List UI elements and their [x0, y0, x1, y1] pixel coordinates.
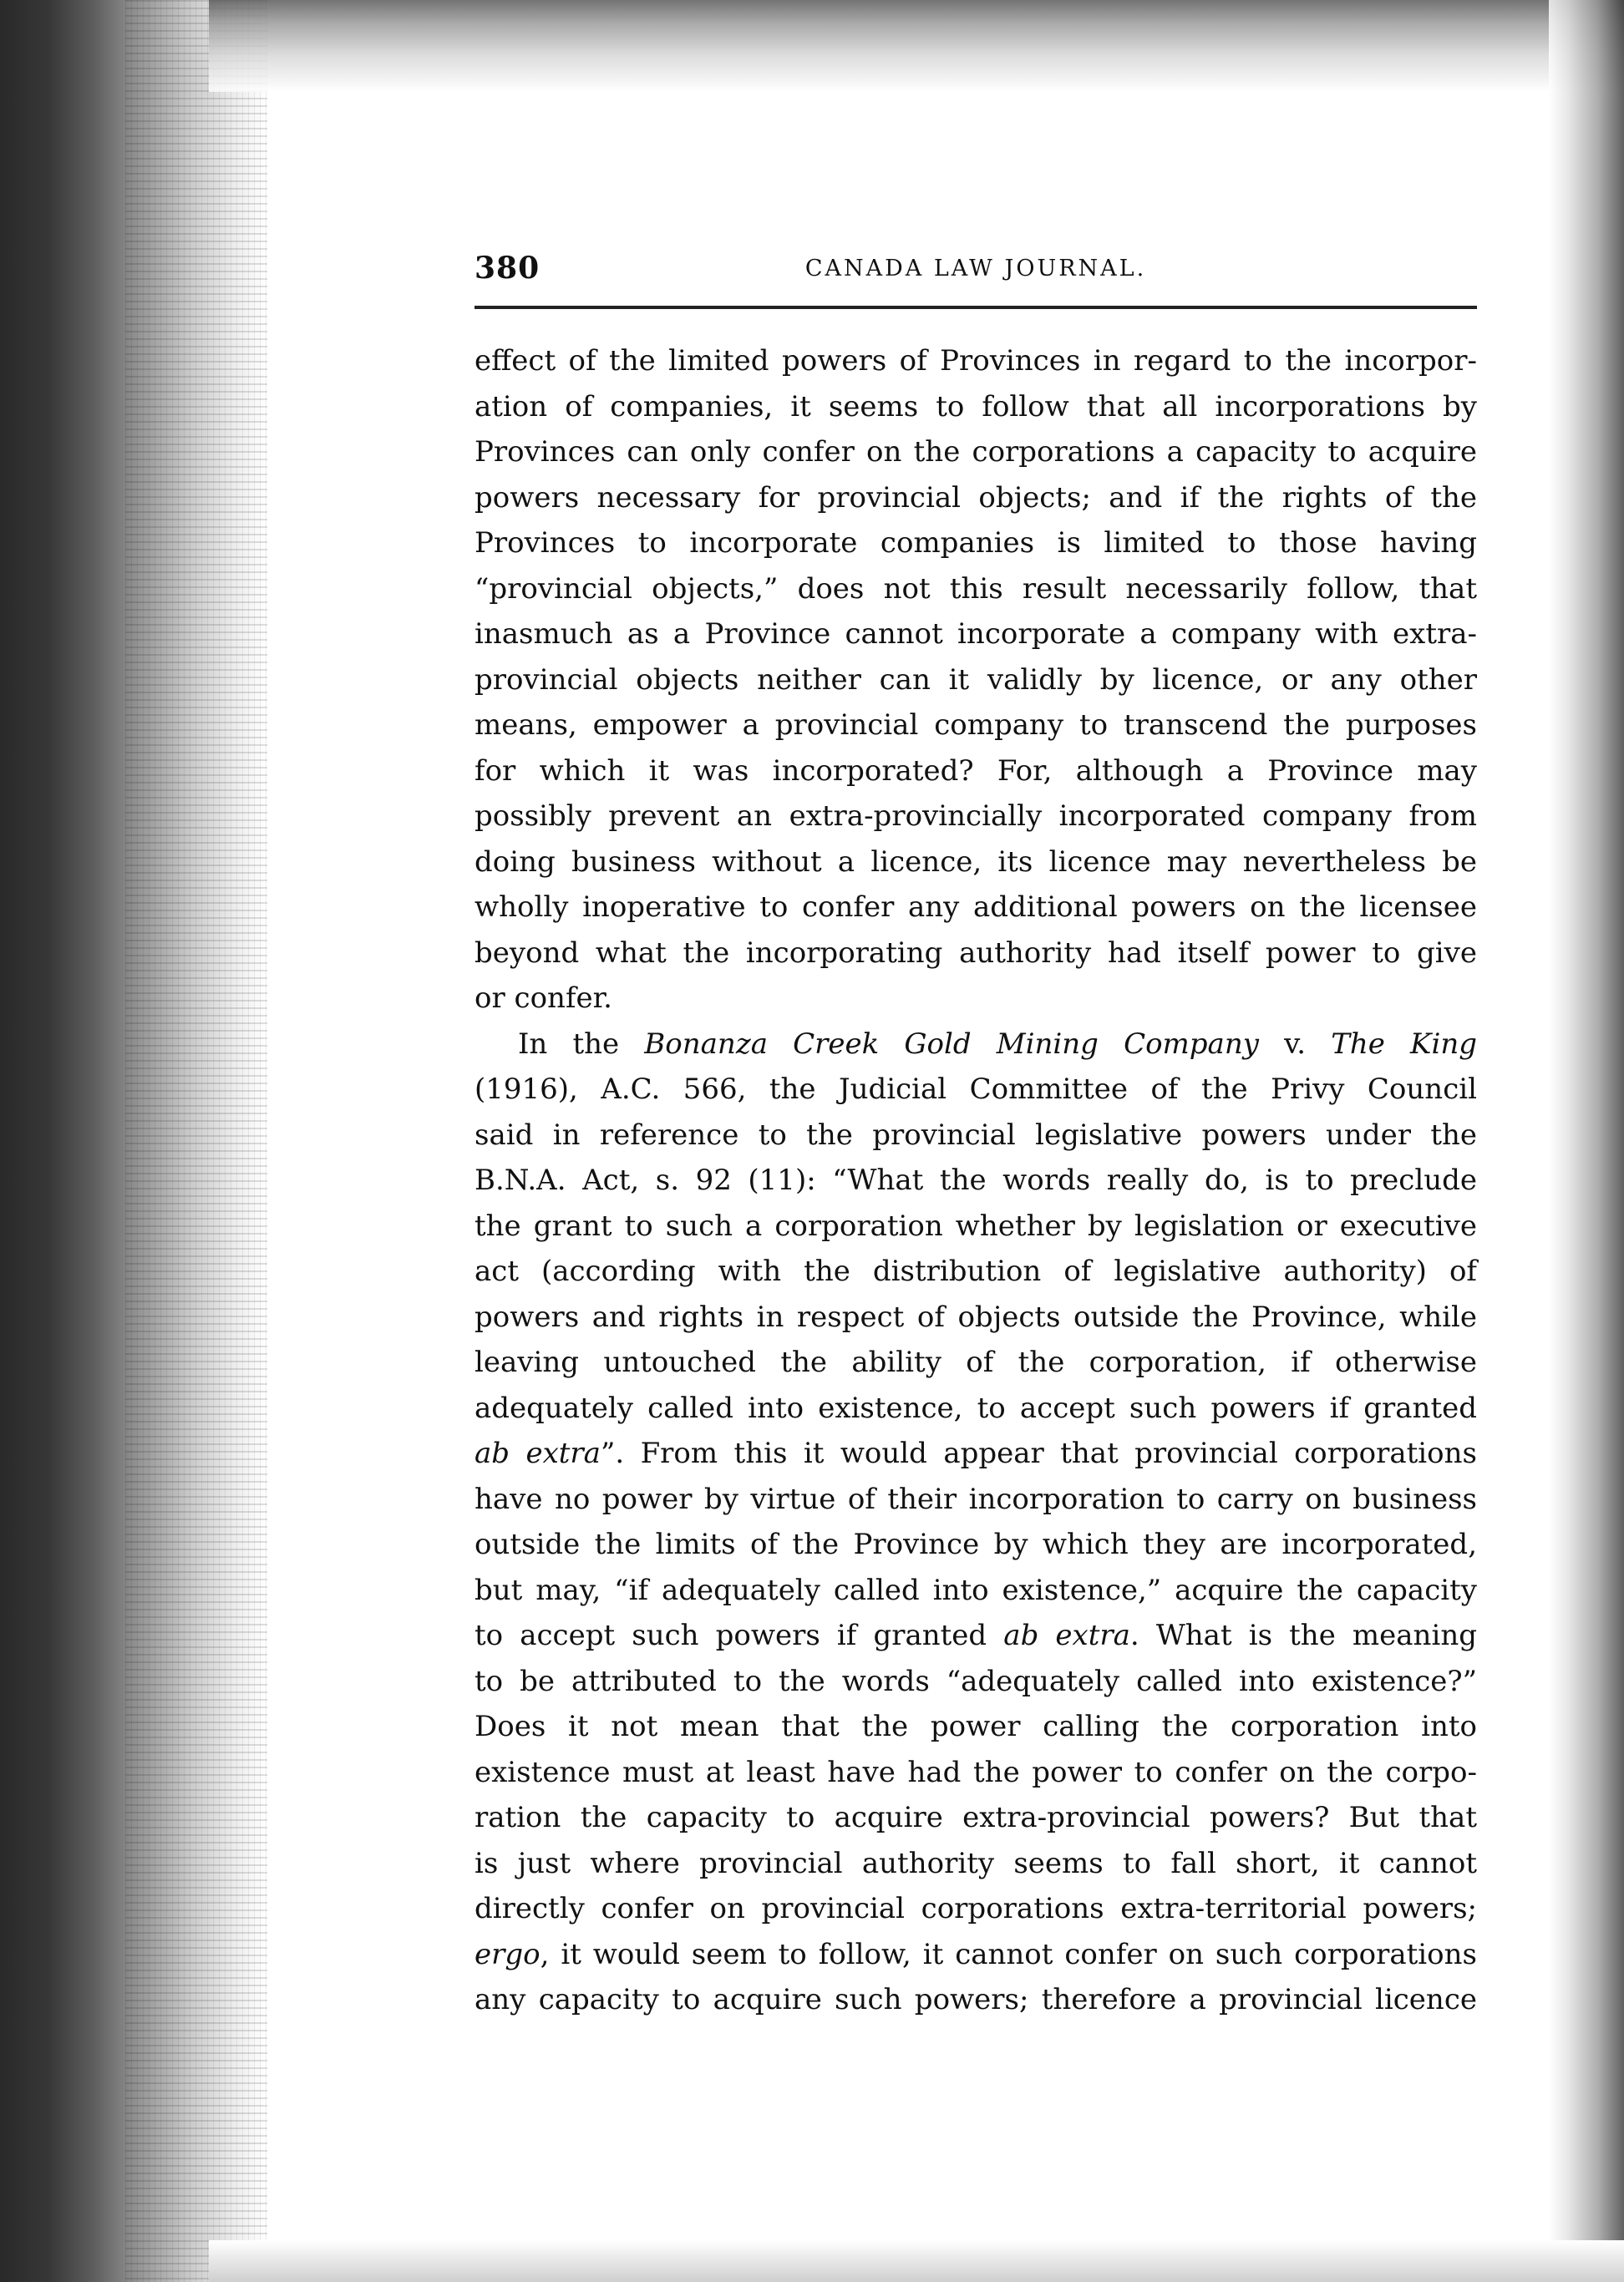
text-line: have no power by virtue of their incorporation to carry on business	[475, 1482, 1477, 1516]
text-line: said in reference to the provincial legislative powers under the	[475, 1118, 1477, 1152]
running-head: CANADA LAW JOURNAL.	[804, 256, 1147, 281]
text-line: leaving untouched the ability of the corporation, if otherwise	[475, 1346, 1477, 1379]
text-line: outside the limits of the Province by which they are incorporated,	[475, 1528, 1477, 1561]
text-line: but may, “if adequately called into existence,” acquire the capacity	[475, 1573, 1477, 1607]
text-line: beyond what the incorporating authority had itself power to give	[475, 936, 1477, 970]
text-line: the grant to such a corporation whether by legislation or executive	[475, 1209, 1477, 1243]
text-line: is just where provincial authority seems to fall short, it cannot	[475, 1846, 1477, 1880]
case-name-italic: The King	[1331, 1027, 1477, 1061]
text-line: to accept such powers if granted ab extra. What is the meaning	[475, 1619, 1477, 1652]
text-line: act (according with the distribution of legislative authority) of	[475, 1255, 1477, 1288]
text-line: means, empower a provincial company to transcend the purposes	[475, 708, 1477, 742]
text-line: any capacity to acquire such powers; therefore a provincial licence	[475, 1983, 1477, 2016]
latin-phrase-italic: ab extra	[1003, 1619, 1130, 1652]
text-line: possibly prevent an extra-provincially incorporated company from	[475, 799, 1477, 833]
scan-bottom-edge	[209, 2240, 1624, 2282]
text-line: effect of the limited powers of Provinces in regard to the incorpor-	[475, 344, 1477, 378]
text-line: provincial objects neither can it validly by licence, or any other	[475, 662, 1477, 697]
text-line: ab extra”. From this it would appear that provincial corporations	[475, 1437, 1477, 1470]
text-line: ration the capacity to acquire extra-provincial powers? But that	[475, 1801, 1477, 1834]
text-line: Provinces to incorporate companies is limited to those having	[475, 526, 1477, 560]
page-number: 380	[475, 251, 540, 286]
text-line: powers necessary for provincial objects; and if the rights of the	[475, 480, 1477, 515]
text-line: adequately called into existence, to accept such powers if granted	[475, 1391, 1477, 1425]
text-line: Provinces can only confer on the corporations a capacity to acquire	[475, 435, 1477, 469]
text-line: ation of companies, it seems to follow that all incorporations by	[475, 389, 1477, 423]
text-line: (1916), A.C. 566, the Judicial Committee of the Privy Council	[475, 1073, 1477, 1106]
case-name-italic: Bonanza Creek Gold Mining Company	[644, 1027, 1259, 1061]
latin-phrase-italic: ab extra	[475, 1437, 601, 1470]
text-line: or confer.	[475, 981, 612, 1015]
text-line: to be attributed to the words “adequately called into existence?”	[475, 1664, 1477, 1698]
body-text	[475, 338, 1477, 2023]
text-line: “provincial objects,” does not this result necessarily follow, that	[475, 571, 1477, 606]
text-line: inasmuch as a Province cannot incorporate a company with extra-	[475, 617, 1477, 651]
text-line: doing business without a licence, its licence may nevertheless be	[475, 844, 1477, 879]
header-rule	[475, 306, 1477, 309]
text-line: existence must at least have had the power to confer on the corpo-	[475, 1755, 1477, 1789]
text-line: powers and rights in respect of objects outside the Province, while	[475, 1300, 1477, 1334]
scan-top-edge	[209, 0, 1624, 92]
text-line: ergo, it would seem to follow, it cannot confer on such corporations	[475, 1937, 1477, 1971]
text-line: Does it not mean that the power calling the corporation into	[475, 1710, 1477, 1743]
text-line: for which it was incorporated? For, although a Province may	[475, 753, 1477, 788]
text-line: directly confer on provincial corporations extra-territorial powers;	[475, 1892, 1477, 1925]
text-line: wholly inoperative to confer any additional powers on the licensee	[475, 890, 1477, 924]
page-header	[475, 247, 1477, 297]
scan-binding-noise	[125, 0, 267, 2282]
scan-right-edge	[1549, 0, 1624, 2282]
latin-phrase-italic: ergo	[475, 1937, 540, 1971]
text-line: B.N.A. Act, s. 92 (11): “What the words really do, is to preclude	[475, 1164, 1477, 1197]
text-line: In the Bonanza Creek Gold Mining Company v. The King	[518, 1027, 1477, 1061]
